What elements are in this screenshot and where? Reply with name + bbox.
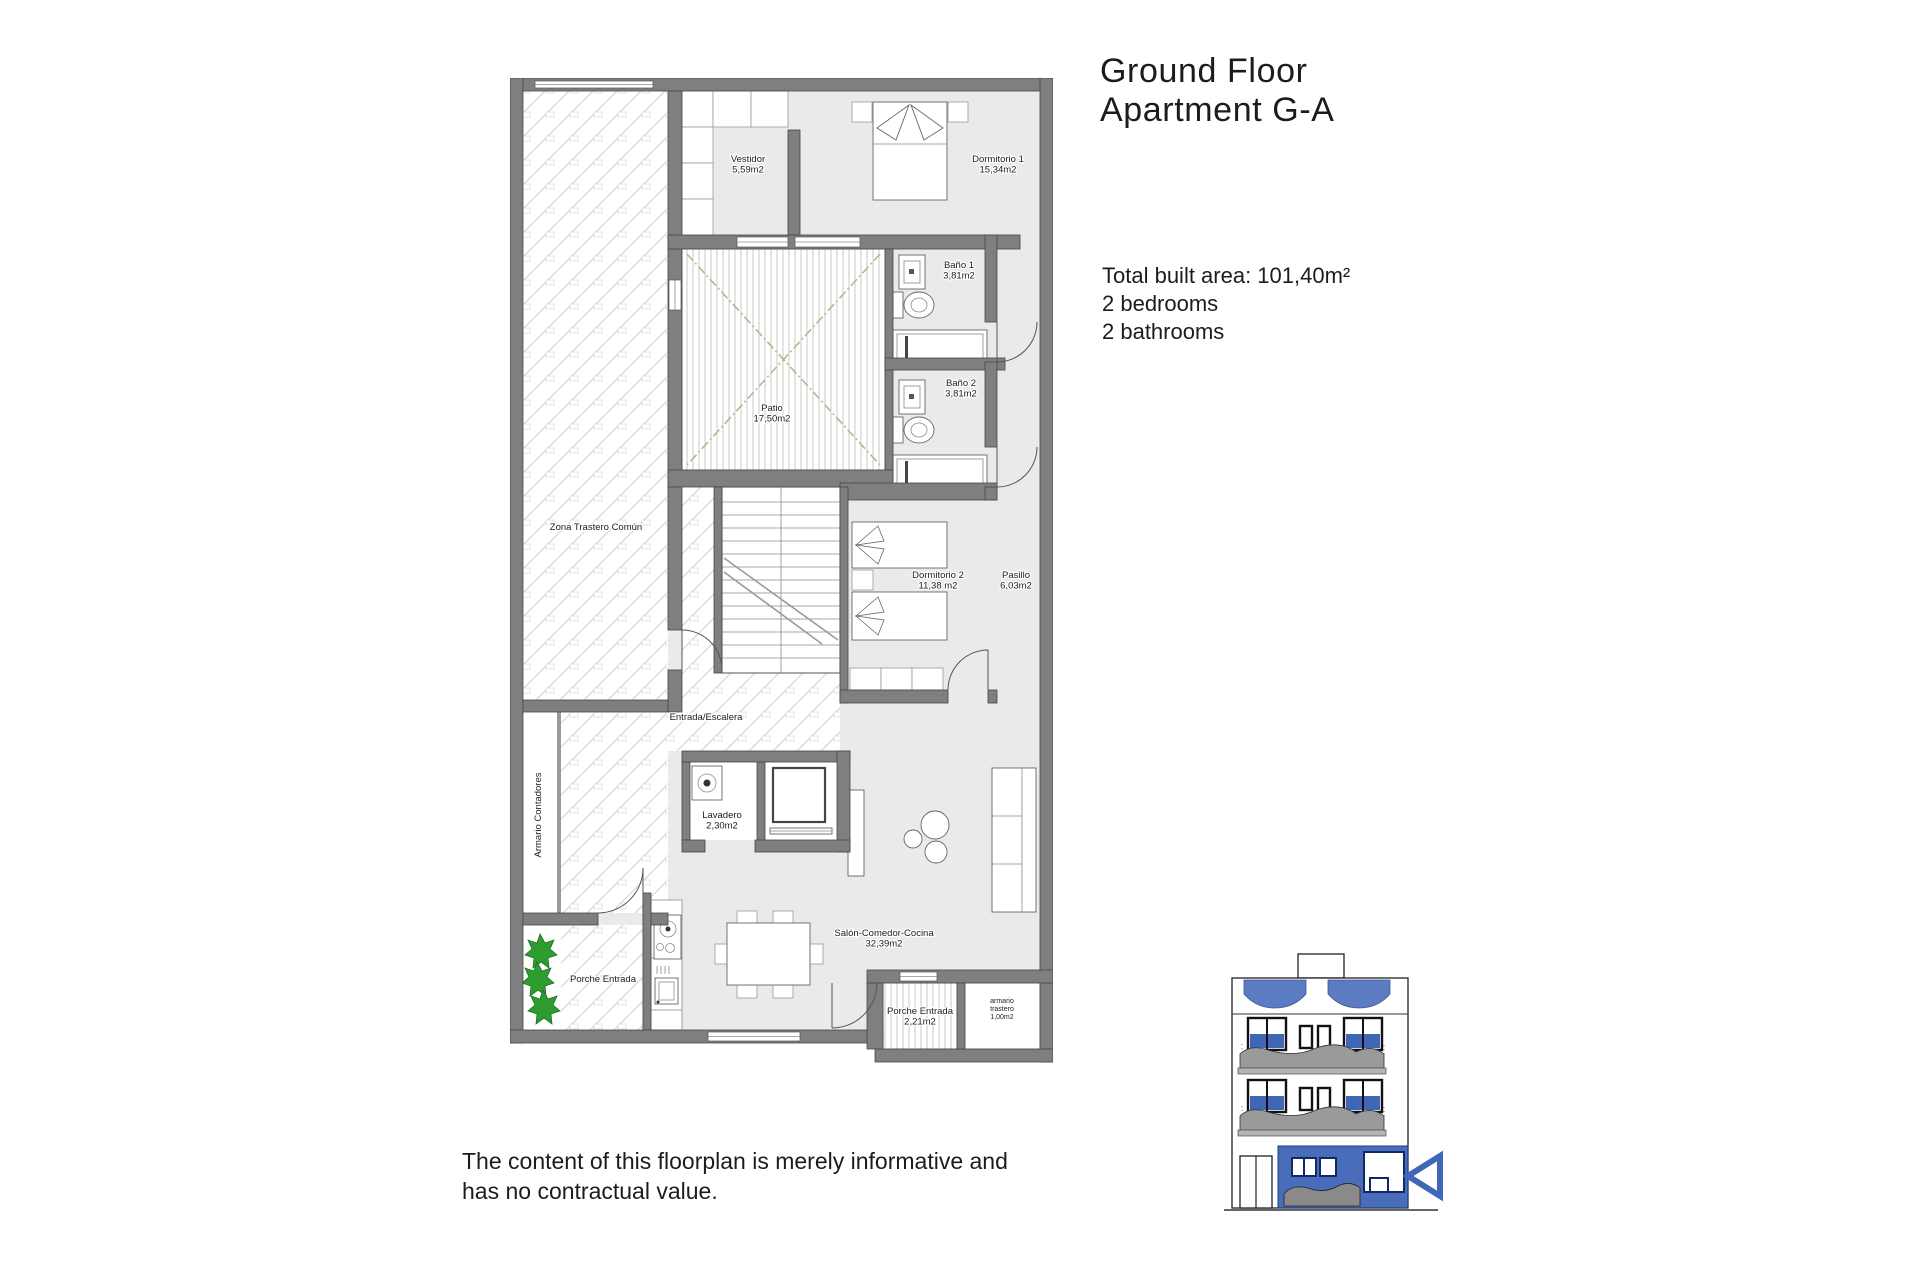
dining-table-icon [715, 911, 823, 998]
room-label-vestidor: Vestidor 5,59m2 [730, 154, 766, 176]
room-label-porche-entrada-1: Porche Entrada [569, 974, 637, 985]
disclaimer-line-1: The content of this floorplan is merely informative and [462, 1148, 1008, 1174]
toilet-icon [893, 417, 934, 443]
room-label-armario-trastero: armario trastero 1,00m2 [990, 998, 1014, 1021]
window-icon [708, 1032, 800, 1041]
window-icon [900, 972, 937, 981]
window-icon [535, 81, 653, 88]
sofa-icon [992, 768, 1036, 912]
room-label-lavadero: Lavadero 2,30m2 [702, 810, 742, 832]
window-icon [737, 237, 788, 247]
floor-band [1238, 1018, 1386, 1074]
total-built-area: Total built area: 101,40m² [1102, 263, 1351, 288]
bedrooms-count: 2 bedrooms [1102, 291, 1219, 316]
ground-floor [1224, 1146, 1440, 1210]
room-label-armario-contadores: Armario Contadores [533, 772, 544, 858]
room-label-porche-entrada-2: Porche Entrada 2,21m2 [886, 1006, 954, 1028]
disclaimer-text [462, 1146, 1008, 1206]
room-label-entrada-escalera: Entrada/Escalera [669, 712, 743, 723]
room-label-bano-1: Baño 1 3,81m2 [943, 260, 975, 282]
room-label-zona-trastero-comun: Zona Trastero Común [549, 522, 643, 533]
room-label-salon-comedor-cocina: Salón-Comedor-Cocina 32,39m2 [834, 928, 934, 950]
patio-area [682, 249, 885, 470]
building-elevation-icon [1216, 952, 1448, 1220]
roof-box [1298, 954, 1344, 978]
title-line-2: Apartment G-A [1100, 91, 1335, 129]
title-line-1: Ground Floor [1100, 52, 1308, 90]
sideboard-icon [848, 790, 864, 876]
washing-machine-icon [692, 766, 722, 800]
ground-floor-arrow-icon [1408, 1156, 1440, 1196]
window-icon [669, 280, 681, 310]
room-label-dormitorio-2: Dormitorio 2 11,38 m2 [912, 570, 964, 592]
toilet-icon [893, 292, 934, 318]
elevator-icon [765, 762, 837, 840]
room-label-pasillo: Pasillo 6,03m2 [1000, 570, 1032, 592]
room-label-patio: Patio 17,50m2 [753, 403, 791, 425]
window-icon [795, 237, 860, 247]
stairs-icon [722, 487, 840, 673]
floorplan-drawing [510, 78, 1053, 1064]
disclaimer-line-2: has no contractual value. [462, 1178, 718, 1204]
bathrooms-count: 2 bathrooms [1102, 319, 1225, 344]
room-label-dormitorio-1: Dormitorio 1 15,34m2 [972, 154, 1024, 176]
summary-block [1102, 262, 1350, 346]
page-title [1100, 52, 1335, 130]
room-label-bano-2: Baño 2 3,81m2 [945, 378, 977, 400]
